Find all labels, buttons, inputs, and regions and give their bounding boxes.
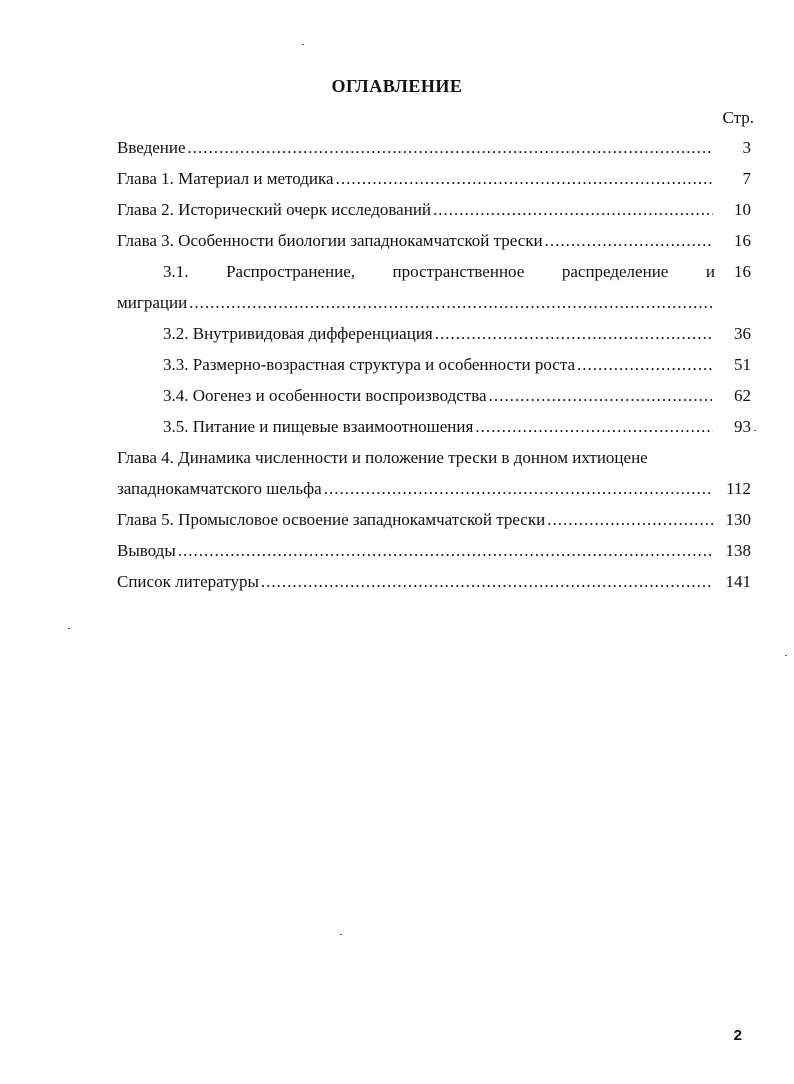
toc-entry-text: миграции bbox=[117, 293, 188, 312]
pages-column-label: Стр. bbox=[722, 108, 754, 127]
toc-title: ОГЛАВЛЕНИЕ bbox=[331, 76, 463, 96]
toc-entry-chapter-4-continued bbox=[117, 479, 751, 510]
toc-entry-text: Глава 1. Материал и методика bbox=[117, 169, 334, 188]
toc-entry-text: 3.1. Распространение, пространственное распределение и bbox=[163, 262, 715, 281]
toc-leader-dots bbox=[433, 200, 713, 220]
toc-entry-text: 3.5. Питание и пищевые взаимоотношения bbox=[163, 417, 474, 436]
toc-leader-dots bbox=[189, 293, 713, 313]
toc-entry-text: Глава 5. Промысловое освоение западнокамчатской трески bbox=[117, 510, 546, 529]
table-of-contents bbox=[117, 138, 751, 603]
toc-leader-dots bbox=[188, 138, 713, 158]
toc-leader-dots bbox=[577, 355, 713, 375]
toc-leader-dots bbox=[435, 324, 713, 344]
toc-leader-dots bbox=[547, 510, 713, 530]
toc-entry-chapter-5 bbox=[117, 510, 751, 541]
toc-entry-references bbox=[117, 572, 751, 603]
toc-entry-page: 130 bbox=[725, 510, 751, 529]
toc-entry-text: Введение bbox=[117, 138, 186, 157]
toc-leader-dots bbox=[261, 572, 713, 592]
toc-entry-section-3-1 bbox=[117, 262, 751, 293]
scan-speck bbox=[302, 44, 304, 45]
scan-speck bbox=[340, 934, 342, 935]
toc-entry-text: Глава 3. Особенности биологии западнокамчатской трески bbox=[117, 231, 543, 250]
scan-speck bbox=[68, 628, 70, 629]
toc-entry-page: 141 bbox=[725, 572, 751, 591]
toc-entry-page: 3 bbox=[742, 138, 751, 157]
scan-speck bbox=[754, 430, 756, 431]
toc-entry-page: 62 bbox=[734, 386, 751, 405]
toc-entry-chapter-2 bbox=[117, 200, 751, 231]
toc-entry-conclusions bbox=[117, 541, 751, 572]
toc-leader-dots bbox=[489, 386, 713, 406]
toc-entry-chapter-4 bbox=[117, 448, 751, 479]
toc-entry-text: 3.2. Внутривидовая дифференциация bbox=[163, 324, 433, 343]
toc-entry-page: 10 bbox=[734, 200, 751, 219]
toc-entry-text: Глава 2. Исторический очерк исследований bbox=[117, 200, 432, 219]
toc-leader-dots bbox=[336, 169, 713, 189]
toc-entry-page: 7 bbox=[742, 169, 751, 188]
toc-entry-introduction bbox=[117, 138, 751, 169]
toc-entry-text: Выводы bbox=[117, 541, 176, 560]
toc-entry-text: 3.4. Оогенез и особенности воспроизводства bbox=[163, 386, 487, 405]
toc-entry-text: Список литературы bbox=[117, 572, 259, 591]
scan-speck bbox=[785, 655, 787, 656]
toc-entry-text: 3.3. Размерно-возрастная структура и особенности роста bbox=[163, 355, 576, 374]
toc-entry-section-3-3 bbox=[117, 355, 751, 386]
toc-entry-section-3-1-continued bbox=[117, 293, 751, 324]
toc-leader-dots bbox=[178, 541, 713, 561]
toc-entry-chapter-1 bbox=[117, 169, 751, 200]
toc-leader-dots bbox=[545, 231, 713, 251]
toc-entry-page: 36 bbox=[734, 324, 751, 343]
toc-entry-page: 16 bbox=[734, 262, 751, 281]
toc-entry-text: западнокамчатского шельфа bbox=[117, 479, 322, 498]
toc-entry-page: 138 bbox=[725, 541, 751, 560]
toc-entry-section-3-4 bbox=[117, 386, 751, 417]
toc-entry-section-3-5 bbox=[117, 417, 751, 448]
toc-entry-page: 93 bbox=[734, 417, 751, 436]
toc-entry-chapter-3 bbox=[117, 231, 751, 262]
toc-leader-dots bbox=[324, 479, 713, 499]
toc-entry-page: 16 bbox=[734, 231, 751, 250]
toc-entry-page: 51 bbox=[734, 355, 751, 374]
toc-entry-page: 112 bbox=[726, 479, 751, 498]
toc-leader-dots bbox=[475, 417, 713, 437]
toc-entry-section-3-2 bbox=[117, 324, 751, 355]
toc-entry-text: Глава 4. Динамика численности и положение трески в донном ихтиоцене bbox=[117, 448, 648, 467]
page-number: 2 bbox=[733, 1027, 742, 1044]
